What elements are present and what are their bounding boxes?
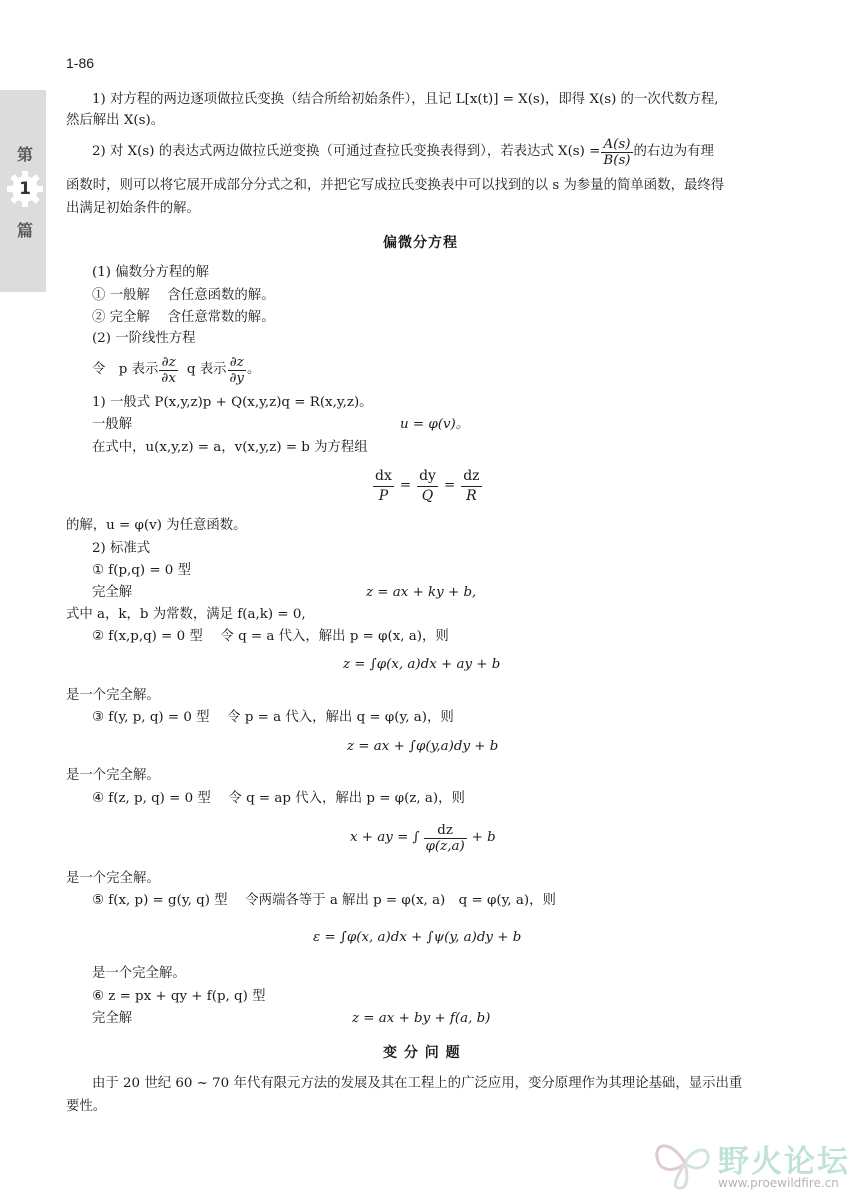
case-2-equation: z = ∫φ(x, a)dx + ay + b <box>343 657 501 672</box>
fraction-numerator: dx <box>373 467 394 487</box>
case-4-lhs: x + ay = ∫ <box>350 830 420 845</box>
notation-line <box>92 352 260 388</box>
general-solution-equation: u = φ(v)。 <box>400 417 470 432</box>
partial-z-x-fraction <box>159 355 177 386</box>
fraction-numerator: A(s) <box>601 137 632 153</box>
general-form: 1) 一般式 P(x,y,z)p + Q(x,y,z)q = R(x,y,z)。 <box>92 395 373 410</box>
laplace-step2-pre: 2) 对 X(s) 的表达式两边做拉氏逆变换（可通过查拉氏变换表得到），若表达式 X(s) = <box>92 144 601 159</box>
transfer-fraction <box>601 137 632 168</box>
section-title-pde: 偏微分方程 <box>383 235 458 251</box>
notation-q-label: q 表示 <box>186 362 227 377</box>
watermark-url: www.proewildfire.cn <box>718 1176 839 1190</box>
complete-solution-text: 是一个完全解。 <box>92 966 186 981</box>
equals-sign: = <box>443 478 456 493</box>
laplace-step1-cont: 然后解出 X(s)。 <box>66 113 165 128</box>
laplace-step2 <box>92 135 714 169</box>
fraction-denominator: φ(z,a) <box>425 838 465 854</box>
laplace-step1: 1) 对方程的两边逐项做拉氏变换（结合所给初始条件），且记 L[x(t)] = X(s)，即得 X(s) 的一次代数方程, <box>92 92 719 107</box>
partial-num: ∂z <box>159 355 177 371</box>
fraction-denominator: Q <box>421 487 434 504</box>
butterfly-logo-icon <box>650 1133 720 1193</box>
pde-item-1a: ① 一般解 含任意函数的解。 <box>92 288 275 303</box>
fraction-numerator: dz <box>424 823 467 839</box>
case-6-label: 完全解 <box>92 1011 133 1026</box>
laplace-step2-line3: 出满足初始条件的解。 <box>66 201 200 216</box>
notation-end: 。 <box>247 362 261 377</box>
partial-den: ∂x <box>161 370 176 386</box>
notation-p-label: 令 p 表示 <box>92 362 159 377</box>
page-number: 1-86 <box>66 55 95 71</box>
case-3: ③ f(y, p, q) = 0 型 令 p = a 代入，解出 q = φ(y, a)，则 <box>92 710 454 725</box>
case-1-where: 式中 a，k，b 为常数，满足 f(a,k) = 0, <box>66 607 306 622</box>
case-6-equation: z = ax + by + f(a, b) <box>352 1011 491 1026</box>
pde-item-2: (2) 一阶线性方程 <box>92 331 196 346</box>
case-6: ⑥ z = px + qy + f(p, q) 型 <box>92 989 266 1004</box>
case-4: ④ f(z, p, q) = 0 型 令 q = ap 代入，解出 p = φ(z, a)，则 <box>92 791 465 806</box>
case-5: ⑤ f(x, p) = g(y, q) 型 令两端各等于 a 解出 p = φ(x, a) q = φ(y, a)，则 <box>92 893 556 908</box>
case-1-equation: z = ax + ky + b, <box>366 585 477 600</box>
section-title-variational: 变 分 问 题 <box>383 1045 461 1061</box>
complete-solution-text: 是一个完全解。 <box>66 688 160 703</box>
fraction-denominator: R <box>466 487 477 504</box>
dx-over-P <box>373 467 394 506</box>
variational-text-line2: 要性。 <box>66 1099 107 1114</box>
variational-text-line1: 由于 20 世纪 60 ~ 70 年代有限元方法的发展及其在工程上的广泛应用，变分原理作为其理论基础，显示出重 <box>92 1076 743 1091</box>
side-tab-top-char: 第 <box>16 145 34 164</box>
case-1-label: 完全解 <box>92 585 133 600</box>
case-4-rhs: + b <box>471 830 496 845</box>
standard-form: 2) 标准式 <box>92 541 151 556</box>
where-line: 在式中，u(x,y,z) = a，v(x,y,z) = b 为方程组 <box>92 440 368 455</box>
watermark-text: 野火论坛 <box>718 1144 850 1180</box>
general-solution-label: 一般解 <box>92 417 133 432</box>
characteristic-system <box>372 466 483 506</box>
chapter-side-tab <box>0 90 46 292</box>
complete-solution-text: 是一个完全解。 <box>66 871 160 886</box>
dz-over-phi-fraction <box>424 823 467 854</box>
fraction-denominator: P <box>378 487 389 504</box>
pde-item-1b: ② 完全解 含任意常数的解。 <box>92 310 275 325</box>
laplace-step2-line2: 函数时，则可以将它展开成部分分式之和，并把它写成拉氏变换表中可以找到的以 s 为参量的简单函数，最终得 <box>66 178 725 193</box>
fraction-numerator: dz <box>461 467 481 487</box>
case-3-equation: z = ax + ∫φ(y,a)dy + b <box>347 739 499 754</box>
equals-sign: = <box>399 478 412 493</box>
side-tab-number: 1 <box>19 179 31 199</box>
laplace-step2-post: 的右边为有理 <box>633 144 714 159</box>
case-5-equation: ε = ∫φ(x, a)dx + ∫ψ(y, a)dy + b <box>313 930 522 945</box>
case-2: ② f(x,p,q) = 0 型 令 q = a 代入，解出 p = φ(x, a)，则 <box>92 629 449 644</box>
partial-den: ∂y <box>229 370 244 386</box>
fraction-denominator: B(s) <box>603 152 631 168</box>
partial-num: ∂z <box>228 355 247 371</box>
arbitrary-function-line: 的解，u = φ(v) 为任意函数。 <box>66 518 247 533</box>
case-4-equation <box>350 818 496 858</box>
partial-z-y-fraction <box>228 355 247 386</box>
dz-over-R <box>461 467 481 506</box>
case-1: ① f(p,q) = 0 型 <box>92 563 191 578</box>
complete-solution-text: 是一个完全解。 <box>66 768 160 783</box>
side-tab-bottom-char: 篇 <box>16 221 34 240</box>
fraction-numerator: dy <box>417 467 438 487</box>
pde-item-1: (1) 偏数分方程的解 <box>92 265 209 280</box>
dy-over-Q <box>417 467 438 506</box>
